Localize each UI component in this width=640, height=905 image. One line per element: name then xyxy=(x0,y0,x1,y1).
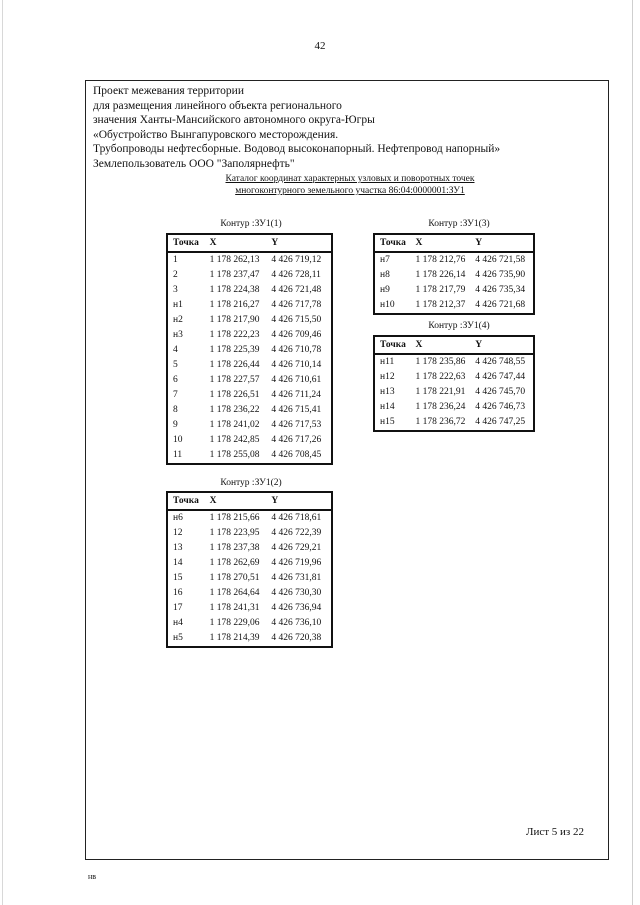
table-row xyxy=(374,298,534,314)
cell-y: 4 426 708,45 xyxy=(271,450,322,460)
cell-point: н14 xyxy=(380,402,395,412)
cell-point: н6 xyxy=(173,513,183,523)
cell-y: 4 426 735,34 xyxy=(475,285,526,295)
cell-y: 4 426 746,73 xyxy=(475,402,526,412)
cell-y: 4 426 731,81 xyxy=(271,573,322,583)
cell-x: 1 178 221,91 xyxy=(415,387,466,397)
cell-y: 4 426 736,10 xyxy=(271,618,322,628)
cell-y: 4 426 719,12 xyxy=(271,255,322,265)
cell-point: н11 xyxy=(380,357,395,367)
cell-x: 1 178 237,47 xyxy=(209,270,260,280)
header-line: Проект межевания территории xyxy=(93,85,244,97)
cell-point: н10 xyxy=(380,300,395,310)
cell-point: 15 xyxy=(173,573,183,583)
cell-x: 1 178 227,57 xyxy=(209,375,260,385)
cell-x: 1 178 270,51 xyxy=(209,573,260,583)
table-row xyxy=(167,541,332,556)
cell-x: 1 178 255,08 xyxy=(209,450,260,460)
table-row xyxy=(167,556,332,571)
column-header-x: X xyxy=(206,234,270,252)
column-header-y: Y xyxy=(269,492,332,510)
table-row xyxy=(374,370,534,385)
cell-y: 4 426 718,61 xyxy=(271,513,322,523)
cell-point: 7 xyxy=(173,390,178,400)
document-frame xyxy=(85,80,609,860)
cell-point: 8 xyxy=(173,405,178,415)
cell-y: 4 426 720,38 xyxy=(271,633,322,643)
table-row xyxy=(167,252,332,268)
cell-point: н12 xyxy=(380,372,395,382)
header-line: Трубопроводы нефтесборные. Водовод высоконапорный. Нефтепровод напорный» xyxy=(93,143,501,155)
cell-x: 1 178 223,95 xyxy=(209,528,260,538)
cell-x: 1 178 214,39 xyxy=(209,633,260,643)
column-header-point: Точка xyxy=(374,234,411,252)
table-row xyxy=(167,571,332,586)
cell-y: 4 426 711,24 xyxy=(271,390,321,400)
cell-x: 1 178 229,06 xyxy=(209,618,260,628)
cell-y: 4 426 710,61 xyxy=(271,375,322,385)
cell-y: 4 426 715,50 xyxy=(271,315,322,325)
bottom-mark: нв xyxy=(88,872,97,881)
table-row xyxy=(167,631,332,647)
cell-x: 1 178 212,76 xyxy=(415,255,466,265)
table-row xyxy=(167,328,332,343)
table-row xyxy=(374,354,534,370)
cell-point: н13 xyxy=(380,387,395,397)
cell-y: 4 426 736,94 xyxy=(271,603,322,613)
cell-x: 1 178 222,63 xyxy=(415,372,466,382)
cell-y: 4 426 721,48 xyxy=(271,285,322,295)
column-header-x: X xyxy=(411,336,473,354)
cell-x: 1 178 226,51 xyxy=(209,390,260,400)
table-row xyxy=(167,268,332,283)
table-row xyxy=(167,510,332,526)
table-row xyxy=(167,418,332,433)
table-header-row xyxy=(167,492,332,510)
cell-point: 4 xyxy=(173,345,178,355)
cell-point: н3 xyxy=(173,330,183,340)
cell-point: н9 xyxy=(380,285,390,295)
cell-point: 2 xyxy=(173,270,178,280)
cell-point: 6 xyxy=(173,375,178,385)
cell-x: 1 178 241,02 xyxy=(209,420,260,430)
cell-x: 1 178 236,24 xyxy=(415,402,466,412)
cell-y: 4 426 721,58 xyxy=(475,255,526,265)
cell-point: 14 xyxy=(173,558,183,568)
cell-point: 17 xyxy=(173,603,183,613)
cell-x: 1 178 236,72 xyxy=(415,417,466,427)
table-row xyxy=(167,313,332,328)
table-header-row xyxy=(374,336,534,354)
contour-title: Контур :ЗУ1(1) xyxy=(220,219,282,229)
table-row xyxy=(374,385,534,400)
cell-y: 4 426 710,14 xyxy=(271,360,322,370)
cell-y: 4 426 745,70 xyxy=(475,387,526,397)
table-row xyxy=(167,586,332,601)
cell-point: н8 xyxy=(380,270,390,280)
cell-y: 4 426 747,44 xyxy=(475,372,526,382)
cell-y: 4 426 715,41 xyxy=(271,405,322,415)
cell-y: 4 426 717,53 xyxy=(271,420,322,430)
table-row xyxy=(374,268,534,283)
cell-x: 1 178 212,37 xyxy=(415,300,466,310)
column-header-x: X xyxy=(206,492,270,510)
project-header xyxy=(93,84,500,171)
contour-title: Контур :ЗУ1(4) xyxy=(428,321,490,331)
column-header-point: Точка xyxy=(167,492,206,510)
cell-y: 4 426 717,26 xyxy=(271,435,322,445)
cell-y: 4 426 748,55 xyxy=(475,357,526,367)
cell-x: 1 178 226,44 xyxy=(209,360,260,370)
coordinates-table-contour-3 xyxy=(373,233,535,315)
catalog-title-line: Каталог координат характерных узловых и поворотных точек xyxy=(225,174,475,184)
cell-x: 1 178 264,64 xyxy=(209,588,260,598)
cell-x: 1 178 241,31 xyxy=(209,603,260,613)
table-row xyxy=(374,400,534,415)
table-row xyxy=(167,526,332,541)
cell-y: 4 426 719,96 xyxy=(271,558,322,568)
table-row xyxy=(167,298,332,313)
cell-y: 4 426 710,78 xyxy=(271,345,322,355)
cell-x: 1 178 217,90 xyxy=(209,315,260,325)
cell-point: 10 xyxy=(173,435,183,445)
cell-y: 4 426 729,21 xyxy=(271,543,322,553)
header-line: для размещения линейного объекта регионального xyxy=(93,99,342,112)
cell-point: н7 xyxy=(380,255,390,265)
table-row xyxy=(167,343,332,358)
column-header-y: Y xyxy=(269,234,332,252)
cell-point: н2 xyxy=(173,315,183,325)
cell-x: 1 178 262,69 xyxy=(209,558,260,568)
cell-x: 1 178 215,66 xyxy=(209,513,260,523)
table-row xyxy=(374,252,534,268)
cell-y: 4 426 728,11 xyxy=(271,270,321,280)
table-row xyxy=(167,283,332,298)
catalog-title xyxy=(200,173,500,197)
cell-x: 1 178 222,23 xyxy=(209,330,260,340)
cell-y: 4 426 721,68 xyxy=(475,300,526,310)
coordinates-table-contour-2 xyxy=(166,491,333,648)
cell-x: 1 178 236,22 xyxy=(209,405,260,415)
table-row xyxy=(374,415,534,431)
cell-point: 5 xyxy=(173,360,178,370)
sheet-number: Лист 5 из 22 xyxy=(526,826,585,838)
column-header-x: X xyxy=(411,234,473,252)
coordinates-table-contour-1 xyxy=(166,233,333,465)
cell-point: 9 xyxy=(173,420,178,430)
cell-point: н4 xyxy=(173,618,183,628)
cell-point: 3 xyxy=(173,285,178,295)
table-row xyxy=(167,403,332,418)
cell-point: 12 xyxy=(173,528,183,538)
coordinates-table-contour-4 xyxy=(373,335,535,432)
cell-y: 4 426 730,30 xyxy=(271,588,322,598)
table-row xyxy=(167,601,332,616)
cell-y: 4 426 747,25 xyxy=(475,417,526,427)
cell-point: н15 xyxy=(380,417,395,427)
cell-y: 4 426 722,39 xyxy=(271,528,322,538)
scan-edge-left xyxy=(2,0,3,905)
cell-x: 1 178 217,79 xyxy=(415,285,466,295)
cell-point: н1 xyxy=(173,300,183,310)
header-line: Землепользователь ООО "Заполярнефть" xyxy=(93,157,295,170)
header-line: «Обустройство Вынгапуровского месторождения. xyxy=(93,128,339,141)
column-header-y: Y xyxy=(473,234,534,252)
cell-x: 1 178 262,13 xyxy=(209,255,260,265)
page-number: 42 xyxy=(314,40,326,52)
contour-title: Контур :ЗУ1(2) xyxy=(220,478,282,488)
cell-point: 13 xyxy=(173,543,183,553)
cell-point: н5 xyxy=(173,633,183,643)
table-row xyxy=(167,616,332,631)
cell-point: 16 xyxy=(173,588,183,598)
cell-y: 4 426 717,78 xyxy=(271,300,322,310)
contour-title: Контур :ЗУ1(3) xyxy=(428,219,490,229)
cell-x: 1 178 216,27 xyxy=(209,300,260,310)
cell-x: 1 178 235,86 xyxy=(415,357,466,367)
table-header-row xyxy=(374,234,534,252)
cell-point: 1 xyxy=(173,255,178,265)
table-header-row xyxy=(167,234,332,252)
cell-x: 1 178 224,38 xyxy=(209,285,260,295)
cell-x: 1 178 237,38 xyxy=(209,543,260,553)
scan-edge-right xyxy=(632,0,633,905)
cell-x: 1 178 226,14 xyxy=(415,270,466,280)
catalog-title-line: многоконтурного земельного участка 86:04:0000001:ЗУ1 xyxy=(235,186,465,196)
column-header-point: Точка xyxy=(374,336,411,354)
header-line: значения Ханты-Мансийского автономного округа-Югры xyxy=(93,114,375,126)
table-row xyxy=(167,358,332,373)
table-row xyxy=(167,448,332,464)
table-row xyxy=(167,388,332,403)
cell-x: 1 178 225,39 xyxy=(209,345,260,355)
cell-y: 4 426 709,46 xyxy=(271,330,322,340)
cell-y: 4 426 735,90 xyxy=(475,270,526,280)
table-row xyxy=(374,283,534,298)
cell-point: 11 xyxy=(173,450,183,460)
table-row xyxy=(167,373,332,388)
column-header-point: Точка xyxy=(167,234,206,252)
column-header-y: Y xyxy=(473,336,534,354)
cell-x: 1 178 242,85 xyxy=(209,435,260,445)
table-row xyxy=(167,433,332,448)
